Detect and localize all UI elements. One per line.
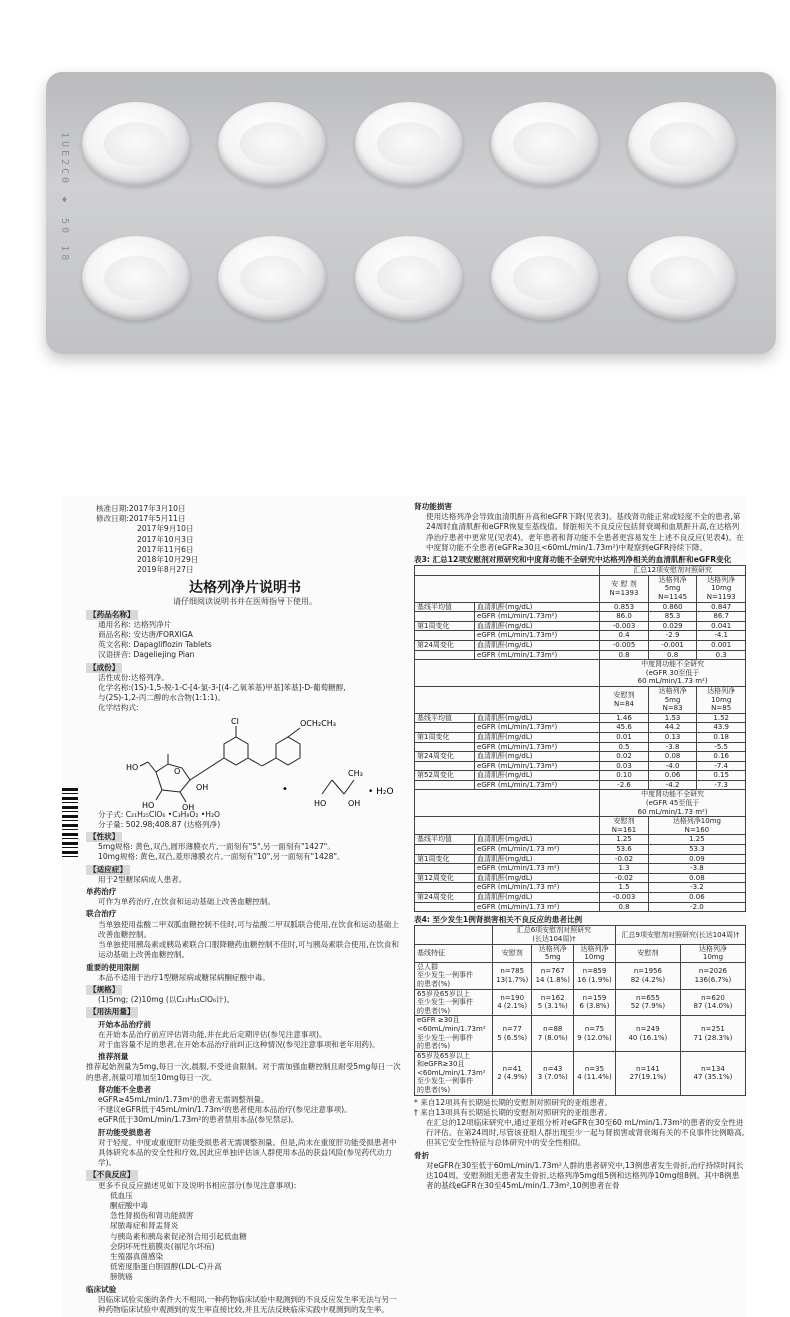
row-label bbox=[415, 650, 475, 660]
table-value: 0.06 bbox=[648, 893, 745, 903]
composition-line: 与(2S)-1,2-丙二醇的水合物(1:1:1)。 bbox=[98, 693, 226, 703]
subheading: 临床试验 bbox=[86, 1284, 117, 1294]
date-line: 修改日期:2017年5月11日 bbox=[96, 514, 186, 524]
character-line: 10mg规格: 黄色,双凸,菱形薄膜衣片,一面刻有"10",另一面刻有"1428"。 bbox=[98, 852, 345, 862]
adverse-item: 急性肾损伤和肾功能损害 bbox=[110, 1211, 194, 1221]
table-value: 53.6 bbox=[600, 845, 649, 855]
row-measure: 血清肌酐(mg/dL) bbox=[475, 640, 600, 650]
row-label bbox=[415, 612, 475, 622]
tablet-blister bbox=[218, 236, 326, 320]
paragraph: 在开始本品治疗前应评估肾功能,并在此后定期评估(参见注意事项)。 bbox=[98, 1029, 327, 1039]
table-value: 0.16 bbox=[697, 752, 746, 762]
table-value: 0.8 bbox=[600, 902, 649, 912]
table-value: 0.860 bbox=[648, 602, 697, 612]
blister-edge-print: 1UE2C0 ♦ 50 18 bbox=[59, 132, 70, 264]
table-value: n=655 52 (7.9%) bbox=[615, 989, 680, 1016]
table-row bbox=[415, 845, 746, 855]
table-value: -3.8 bbox=[648, 864, 745, 874]
table-row bbox=[415, 686, 746, 713]
row-measure: eGFR (mL/min/1.73m²) bbox=[475, 631, 600, 641]
table-row bbox=[415, 752, 746, 762]
row-label bbox=[415, 780, 475, 790]
table-row bbox=[415, 602, 746, 612]
table-note: * 来自12项具有长期延长期的安慰剂对照研究的亚组患者。 bbox=[414, 1097, 613, 1107]
table-value: -0.003 bbox=[600, 893, 649, 903]
table-value: n=767 14 (1.8%) bbox=[532, 962, 574, 989]
tablet-blister bbox=[355, 236, 463, 320]
table-value: n=75 9 (12.0%) bbox=[574, 1016, 616, 1051]
table-row bbox=[415, 723, 746, 733]
table-value: n=620 87 (14.0%) bbox=[680, 989, 745, 1016]
chloro-label: Cl bbox=[231, 716, 239, 726]
table-value: n=159 6 (3.8%) bbox=[574, 989, 616, 1016]
table-value: 1.25 bbox=[648, 835, 745, 845]
table-row bbox=[415, 790, 746, 817]
table-row bbox=[415, 989, 746, 1016]
table-row bbox=[415, 854, 746, 864]
table-row bbox=[415, 771, 746, 781]
table-note: † 来自13项具有长期延长期的安慰剂对照研究的亚组患者。 bbox=[414, 1107, 613, 1117]
table-corner-cell bbox=[415, 817, 600, 835]
tablet-blister bbox=[218, 102, 326, 186]
table-value: 0.8 bbox=[600, 650, 649, 660]
table-value: 0.03 bbox=[600, 761, 649, 771]
date-line: 2017年11月6日 bbox=[137, 544, 194, 554]
table-caption: 表4: 至少发生1例肾损害相关不良反应的患者比例 bbox=[414, 915, 583, 925]
table-row bbox=[415, 575, 746, 602]
row-label: 第24周变化 bbox=[415, 893, 475, 903]
table-column-header: 达格列净 10mg N=1193 bbox=[697, 575, 746, 602]
adverse-item: 生殖器真菌感染 bbox=[110, 1251, 164, 1261]
row-label: 第12周变化 bbox=[415, 873, 475, 883]
barcode bbox=[62, 788, 78, 860]
subheading: 开始本品治疗前 bbox=[98, 1019, 152, 1029]
date-line: 2019年8月27日 bbox=[137, 565, 194, 575]
row-measure: eGFR (mL/min/1.73m²) bbox=[475, 612, 600, 622]
section-header: 【规格】 bbox=[86, 985, 122, 995]
paragraph: 对于轻度、中度或重度肝功能受损患者无需调整剂量。但是,尚未在重度肝功能受损患者中具体研究本品的安全性和疗效,因此应单独评估该人群使用本品的获益风险(参见药代动力学)。 bbox=[98, 1137, 397, 1168]
table-value: 0.847 bbox=[697, 602, 746, 612]
row-measure: eGFR (mL/min/1.73m²) bbox=[475, 650, 600, 660]
table-corner-cell bbox=[415, 790, 600, 817]
adverse-item: 低血压 bbox=[110, 1190, 133, 1200]
tablet-blister bbox=[82, 236, 190, 320]
table-value: -4.2 bbox=[648, 780, 697, 790]
tablet-blister bbox=[82, 102, 190, 186]
table-group-header: 中度肾功能不全研究 (eGFR 45至低于 60 mL/min/1.73 m²) bbox=[600, 790, 746, 817]
hydroxyl-label: HO bbox=[142, 800, 155, 810]
table-row bbox=[415, 621, 746, 631]
row-measure: eGFR (mL/min/1.73m²) bbox=[475, 761, 600, 771]
row-measure: 血清肌酐(mg/dL) bbox=[475, 752, 600, 762]
table-value: 0.08 bbox=[648, 752, 697, 762]
paragraph: 更多不良反应描述见如下及说明书相应部分(参见注意事项): bbox=[98, 1180, 297, 1190]
table-value: 0.8 bbox=[648, 650, 697, 660]
table-value: -7.3 bbox=[697, 780, 746, 790]
character-line: 5mg规格: 黄色,双凸,圆形薄膜衣片,一面刻有"5",另一面刻有"1427"。 bbox=[98, 842, 335, 852]
date-line: 2017年10月3日 bbox=[137, 534, 194, 544]
paragraph: 本品不适用于治疗1型糖尿病或糖尿病酮症酸中毒。 bbox=[98, 972, 270, 982]
table-value: 0.09 bbox=[648, 854, 745, 864]
table-value: 0.06 bbox=[648, 771, 697, 781]
table-row bbox=[415, 732, 746, 742]
table-column-header: 安慰剂 bbox=[615, 944, 680, 962]
table-value: n=77 5 (6.5%) bbox=[493, 1016, 532, 1051]
spec-text: (1)5mg; (2)10mg (以C₂₁H₂₅ClO₆计)。 bbox=[98, 995, 235, 1005]
subheading: 重要的使用限制 bbox=[86, 962, 140, 972]
table-value: 0.10 bbox=[600, 771, 649, 781]
table-row bbox=[415, 640, 746, 650]
name-line: 英文名称: Dapagliflozin Tablets bbox=[98, 640, 212, 650]
table-value: n=251 71 (28.3%) bbox=[680, 1016, 745, 1051]
table-value: n=162 5 (3.1%) bbox=[532, 989, 574, 1016]
subheading: 肾功能不全患者 bbox=[98, 1084, 152, 1094]
table-value: 0.15 bbox=[697, 771, 746, 781]
hydroxyl-label: OH bbox=[182, 802, 195, 810]
table-row bbox=[415, 873, 746, 883]
row-label: 第1周变化 bbox=[415, 621, 475, 631]
molecular-formula: 分子式: C₂₁H₂₅ClO₆ •C₃H₈O₂ •H₂O bbox=[98, 809, 221, 819]
row-measure: 血清肌酐(mg/dL) bbox=[475, 713, 600, 723]
table-corner-cell bbox=[415, 566, 600, 576]
table-value: n=35 4 (11.4%) bbox=[574, 1051, 616, 1095]
row-label: 65岁及65岁以上 和eGFR≥30且 <60mL/min/1.73m² 至少发生一例事件 的患者(%) bbox=[415, 1051, 493, 1095]
row-measure: 血清肌酐(mg/dL) bbox=[475, 854, 600, 864]
subheading: 骨折 bbox=[414, 1150, 430, 1160]
document-subtitle: 请仔细阅读说明书并在医师指导下使用。 bbox=[173, 597, 317, 607]
row-measure: 血清肌酐(mg/dL) bbox=[475, 835, 600, 845]
table-value: -5.5 bbox=[697, 742, 746, 752]
hydroxyl-label: HO bbox=[126, 762, 139, 772]
table-value: 0.4 bbox=[600, 631, 649, 641]
table-value: 86.7 bbox=[697, 612, 746, 622]
table-group-header: 汇总12项安慰剂对照研究 bbox=[600, 566, 746, 576]
table-value: 85.3 bbox=[648, 612, 697, 622]
table-corner-cell bbox=[415, 660, 600, 687]
subheading: 推荐剂量 bbox=[98, 1052, 129, 1062]
paragraph: 使用达格列净会导致血清肌酐升高和eGFR下降(见表3)。基线肾功能正常或轻度不全的患者,第24周时血清肌酐和eGFR恢复至基线值。肾脏相关不良反应包括肾衰竭和血肌酐升高,在达格列净治疗患者中更常见(见表4)。老年患者和肾功能不全患者更容易发生上述不良反应(见表4)。在中度肾功能不全患者(eGFR≥30且<60mL/min/1.73m²)中观察到eGFR持续下降。 bbox=[426, 512, 744, 552]
table-value: 1.25 bbox=[600, 835, 649, 845]
table-corner-cell bbox=[415, 575, 600, 602]
row-label: 第24周变化 bbox=[415, 752, 475, 762]
row-measure: eGFR (mL/min/1.73m²) bbox=[475, 780, 600, 790]
table-value: -3.8 bbox=[648, 742, 697, 752]
hydroxyl-label: OH bbox=[348, 798, 361, 808]
chemical-structure bbox=[86, 714, 404, 810]
row-measure: 血清肌酐(mg/dL) bbox=[475, 893, 600, 903]
table-value: n=141 27(19.1%) bbox=[615, 1051, 680, 1095]
table-row bbox=[415, 1016, 746, 1051]
row-label bbox=[415, 761, 475, 771]
table-value: -0.003 bbox=[600, 621, 649, 631]
table-row bbox=[415, 761, 746, 771]
table-column-header: 达格列净10mg N=160 bbox=[648, 817, 745, 835]
row-label: 第24周变化 bbox=[415, 640, 475, 650]
table-corner-cell bbox=[415, 686, 600, 713]
adverse-item: 膀胱癌 bbox=[110, 1272, 133, 1282]
methyl-label: CH₃ bbox=[348, 768, 363, 778]
renal-adverse-table bbox=[414, 925, 746, 1095]
table-value: n=190 4 (2.1%) bbox=[493, 989, 532, 1016]
row-measure: 血清肌酐(mg/dL) bbox=[475, 621, 600, 631]
paragraph: 不建议eGFR低于45mL/min/1.73m²的患者使用本品治疗(参见注意事项)。 bbox=[98, 1105, 352, 1115]
paragraph: 推荐起始剂量为5mg,每日一次,晨服,不受进食限制。对于需加强血糖控制且耐受5mg每日一次的患者,剂量可增加至10mg每日一次。 bbox=[86, 1062, 401, 1082]
table-value: -2.0 bbox=[648, 902, 745, 912]
table-value: -2.6 bbox=[600, 780, 649, 790]
table-value: 0.5 bbox=[600, 742, 649, 752]
name-line: 商品名称: 安达唐/FORXIGA bbox=[98, 630, 193, 640]
table-column-header: 达格列净 10mg bbox=[574, 944, 616, 962]
table-column-header: 安慰剂 N=84 bbox=[600, 686, 649, 713]
table-caption: 表3: 汇总12项安慰剂对照研究和中度肾功能不全研究中达格列净相关的血清肌酐和eGFR变化 bbox=[414, 555, 732, 565]
ethoxy-label: OCH₂CH₃ bbox=[300, 718, 336, 728]
table-group-header: 中度肾功能不全研究 (eGFR 30至低于 60 mL/min/1.73 m²) bbox=[600, 660, 746, 687]
paragraph: eGFR低于30mL/min/1.73m²的患者禁用本品(参见禁忌)。 bbox=[98, 1115, 299, 1125]
blister-pack bbox=[46, 72, 776, 354]
table-value: 0.029 bbox=[648, 621, 697, 631]
table-column-header: 安 慰 剂 N=1393 bbox=[600, 575, 649, 602]
row-label bbox=[415, 631, 475, 641]
table-row bbox=[415, 962, 746, 989]
composition-line: 化学结构式: bbox=[98, 703, 139, 713]
hydroxyl-label: OH bbox=[196, 782, 209, 792]
section-header: 【性状】 bbox=[86, 832, 122, 842]
table-note: 在汇总的12项临床研究中,通过亚组分析对eGFR在30至60 mL/min/1.73m²的患者的安全性进行评估。在第24周时,尽管该亚组人群出现至少一起与肾损害或肾衰竭有关的不良事件比例略高,但其它安全性特征与总体研究中的安全性相似。 bbox=[426, 1118, 745, 1148]
package-insert bbox=[62, 496, 746, 1317]
date-line: 2018年10月29日 bbox=[137, 555, 199, 565]
table-value: 1.3 bbox=[600, 864, 649, 874]
table-row bbox=[415, 650, 746, 660]
row-measure: eGFR (mL/min/1.73 m²) bbox=[475, 902, 600, 912]
table-value: n=1956 82 (4.2%) bbox=[615, 962, 680, 989]
row-label bbox=[415, 883, 475, 893]
table-value: n=785 13(1.7%) bbox=[493, 962, 532, 989]
revision-dates bbox=[86, 496, 404, 575]
table-value: -0.005 bbox=[600, 640, 649, 650]
table-group-header: 汇总9项安慰剂对照研究(长达104周)† bbox=[615, 926, 745, 944]
table-value: -4.1 bbox=[697, 631, 746, 641]
table-value: 0.041 bbox=[697, 621, 746, 631]
row-measure: 血清肌酐(mg/dL) bbox=[475, 732, 600, 742]
row-label: eGFR ≥30且 <60mL/min/1.73m² 至少发生一例事件 的患者(%) bbox=[415, 1016, 493, 1051]
adverse-item: 低密度脂蛋白胆固醇(LDL-C)升高 bbox=[110, 1262, 222, 1272]
renal-change-table bbox=[414, 565, 746, 912]
table-row bbox=[415, 864, 746, 874]
row-measure: eGFR (mL/min/1.73 m²) bbox=[475, 864, 600, 874]
paragraph: 对于血容量不足的患者,在开始本品治疗前纠正这种情况(参见注意事项和老年用药)。 bbox=[98, 1039, 380, 1049]
table-value: 1.5 bbox=[600, 883, 649, 893]
table-value: -0.02 bbox=[600, 873, 649, 883]
molecular-weight: 分子量: 502.98;408.87 (达格列净) bbox=[98, 819, 221, 829]
section-header: 【药品名称】 bbox=[86, 610, 138, 620]
table-value: 53.3 bbox=[648, 845, 745, 855]
table-row bbox=[415, 1051, 746, 1095]
tablet-blister bbox=[355, 102, 463, 186]
table-value: 1.52 bbox=[697, 713, 746, 723]
row-label: 总人群 至少发生一例事件 的患者(%) bbox=[415, 962, 493, 989]
row-label: 第1周变化 bbox=[415, 854, 475, 864]
tablet-blister bbox=[491, 102, 599, 186]
subheading: 肾功能损害 bbox=[414, 502, 452, 511]
table-value: 0.02 bbox=[600, 752, 649, 762]
name-line: 通用名称: 达格列净片 bbox=[98, 619, 172, 629]
table-row bbox=[415, 944, 746, 962]
leaflet-left-column bbox=[86, 496, 404, 1315]
row-label bbox=[415, 723, 475, 733]
paragraph: 当单独使用胰岛素或胰岛素联合口服降糖药血糖控制不佳时,可与胰岛素联合使用,在饮食和运动基础上改善血糖控制。 bbox=[98, 940, 399, 960]
paragraph: 当单独使用盐酸二甲双胍血糖控制不佳时,可与盐酸二甲双胍联合使用,在饮食和运动基础上改善血糖控制。 bbox=[98, 919, 399, 939]
section-header: 【不良反应】 bbox=[86, 1170, 138, 1180]
table-row bbox=[415, 713, 746, 723]
table-value: 0.3 bbox=[697, 650, 746, 660]
table-value: 45.6 bbox=[600, 723, 649, 733]
table-column-header: 达格列净 5mg N=1145 bbox=[648, 575, 697, 602]
paragraph: 对eGFR在30至低于60mL/min/1.73m²人群的患者研究中,13例患者发生骨折,治疗持续时间长达104周。安慰剂组无患者发生骨折,达格列净5mg组5例和达格列净10mg组8例。其中8例患者的基线eGFR在30至45mL/min/1.73m²,10例患者在骨 bbox=[426, 1160, 744, 1191]
table-value: 1.46 bbox=[600, 713, 649, 723]
table-row bbox=[415, 660, 746, 687]
table-value: -4.0 bbox=[648, 761, 697, 771]
table-value: 86.0 bbox=[600, 612, 649, 622]
subheading: 肝功能受损患者 bbox=[98, 1127, 152, 1137]
table-value: n=88 7 (8.0%) bbox=[532, 1016, 574, 1051]
hydroxyl-label: HO bbox=[314, 798, 327, 808]
table-value: n=41 2 (4.9%) bbox=[493, 1051, 532, 1095]
row-label bbox=[415, 742, 475, 752]
table-column-header: 达格列净 5mg N=83 bbox=[648, 686, 697, 713]
table-row bbox=[415, 631, 746, 641]
document-title: 达格列净片说明书 bbox=[189, 580, 301, 597]
table-row bbox=[415, 742, 746, 752]
date-line: 2017年9月10日 bbox=[137, 524, 194, 534]
row-measure: eGFR (mL/min/1.73m²) bbox=[475, 723, 600, 733]
table-value: 44.2 bbox=[648, 723, 697, 733]
section-header: 【用法用量】 bbox=[86, 1007, 138, 1017]
table-value: n=2026 136(6.7%) bbox=[680, 962, 745, 989]
adverse-item: 与胰岛素和胰岛素促泌剂合用引起低血糖 bbox=[110, 1231, 247, 1241]
table-column-header: 安慰剂 bbox=[493, 944, 532, 962]
indication-line: 用于2型糖尿病成人患者。 bbox=[98, 874, 187, 884]
row-label: 65岁及65岁以上 至少发生一例事件 的患者(%) bbox=[415, 989, 493, 1016]
subheading: 联合治疗 bbox=[86, 909, 117, 919]
table-value: n=43 3 (7.0%) bbox=[532, 1051, 574, 1095]
table-column-header: 安慰剂 N=161 bbox=[600, 817, 649, 835]
table-value: n=134 47 (35.1%) bbox=[680, 1051, 745, 1095]
table-value: n=249 40 (16.1%) bbox=[615, 1016, 680, 1051]
table-value: -0.001 bbox=[648, 640, 697, 650]
table-row bbox=[415, 893, 746, 903]
table-value: 0.13 bbox=[648, 732, 697, 742]
table-row bbox=[415, 817, 746, 835]
table-row bbox=[415, 612, 746, 622]
row-measure: eGFR (mL/min/1.73 m²) bbox=[475, 845, 600, 855]
table-value: -7.4 bbox=[697, 761, 746, 771]
table-value: 1.53 bbox=[648, 713, 697, 723]
table-row bbox=[415, 780, 746, 790]
row-measure: 血清肌酐(mg/dL) bbox=[475, 771, 600, 781]
paragraph: eGFR≥45mL/min/1.73m²的患者无需调整剂量。 bbox=[98, 1094, 269, 1104]
table-column-header: 达格列净 5mg bbox=[532, 944, 574, 962]
table-value: 0.001 bbox=[697, 640, 746, 650]
tablet-blister bbox=[491, 236, 599, 320]
name-line: 汉语拼音: Dageliejing Pian bbox=[98, 650, 195, 660]
adverse-item: 酮症酸中毒 bbox=[110, 1200, 148, 1210]
table-value: -3.2 bbox=[648, 883, 745, 893]
table-row bbox=[415, 902, 746, 912]
adverse-item: 会阴坏死性筋膜炎(福尼尔坏疽) bbox=[110, 1241, 215, 1251]
composition-line: 活性成份:达格列净。 bbox=[98, 672, 169, 682]
composition-line: 化学名称:(1S)-1,5-脱-1-C-[4-氯-3-[(4-乙氧苯基)甲基]苯基]-D-葡萄糖醇, bbox=[98, 683, 346, 693]
svg-text:O: O bbox=[174, 766, 181, 776]
row-label bbox=[415, 845, 475, 855]
row-measure: eGFR (mL/min/1.73 m²) bbox=[475, 883, 600, 893]
section-header: 【成份】 bbox=[86, 663, 122, 673]
table-group-header: 汇总6项安慰剂对照研究 (长达104周)† bbox=[493, 926, 616, 944]
date-line: 核准日期:2017年3月10日 bbox=[96, 504, 186, 513]
water-label: • H₂O bbox=[368, 786, 394, 797]
table-row bbox=[415, 926, 746, 944]
structure-drawing bbox=[86, 714, 404, 810]
paragraph: 可作为单药治疗,在饮食和运动基础上改善血糖控制。 bbox=[98, 897, 276, 907]
row-label bbox=[415, 864, 475, 874]
row-label: 第52周变化 bbox=[415, 771, 475, 781]
salt-dot: • bbox=[282, 783, 288, 795]
table-row bbox=[415, 566, 746, 576]
tablet-blister bbox=[628, 102, 736, 186]
leaflet-right-column bbox=[414, 496, 746, 1192]
row-label: 基线平均值 bbox=[415, 835, 475, 845]
table-value: 0.18 bbox=[697, 732, 746, 742]
table-value: -0.02 bbox=[600, 854, 649, 864]
table-value: 0.853 bbox=[600, 602, 649, 612]
table-column-header: 达格列净 10mg bbox=[680, 944, 745, 962]
row-measure: 血清肌酐(mg/dL) bbox=[475, 602, 600, 612]
table-column-header: 达格列净 10mg N=85 bbox=[697, 686, 746, 713]
table-value: 43.9 bbox=[697, 723, 746, 733]
tablet-blister bbox=[628, 236, 736, 320]
table-corner-cell bbox=[415, 926, 493, 944]
row-label: 基线平均值 bbox=[415, 602, 475, 612]
row-label bbox=[415, 902, 475, 912]
table-value: 0.01 bbox=[600, 732, 649, 742]
section-header: 【适应症】 bbox=[86, 865, 130, 875]
subheading: 单药治疗 bbox=[86, 887, 117, 897]
table-value: -2.9 bbox=[648, 631, 697, 641]
row-measure: eGFR (mL/min/1.73m²) bbox=[475, 742, 600, 752]
row-label: 基线平均值 bbox=[415, 713, 475, 723]
table-column-header: 基线特征 bbox=[415, 944, 493, 962]
table-row bbox=[415, 835, 746, 845]
row-measure: 血清肌酐(mg/dL) bbox=[475, 873, 600, 883]
table-value: n=859 16 (1.9%) bbox=[574, 962, 616, 989]
table-value: 0.08 bbox=[648, 873, 745, 883]
row-label: 第1周变化 bbox=[415, 732, 475, 742]
paragraph: 因临床试验实施的条件大不相同,一种药物临床试验中观测到的不良反应发生率无法与另一种药物临床试验中观测到的发生率直接比较,并且无法反映临床实践中观测到的发生率。 bbox=[98, 1294, 397, 1314]
adverse-item: 尿脓毒症和肾盂肾炎 bbox=[110, 1221, 179, 1231]
table-row bbox=[415, 883, 746, 893]
